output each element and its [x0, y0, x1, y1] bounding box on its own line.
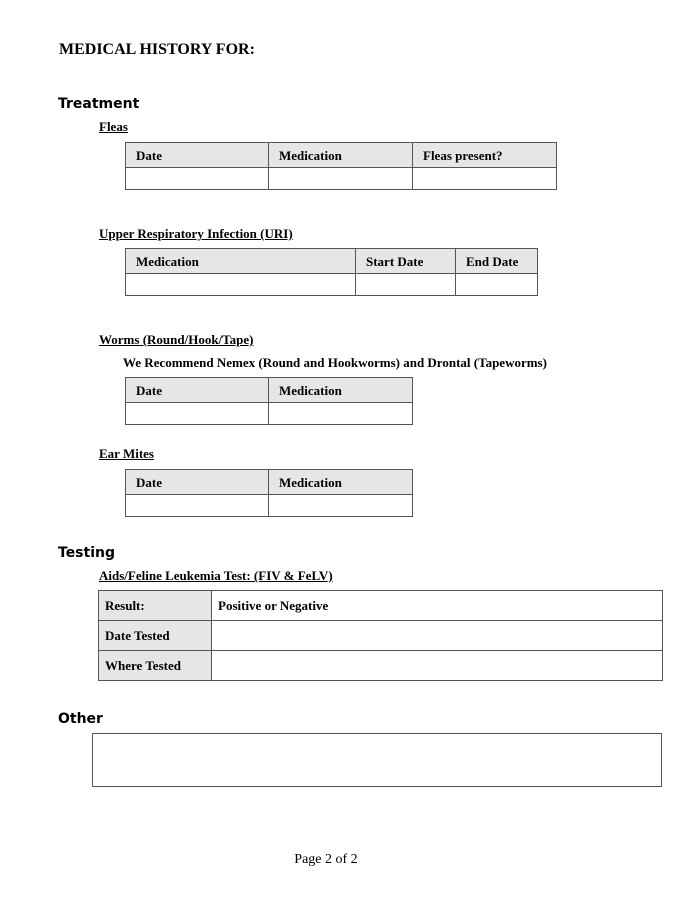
testing-date-value[interactable]: [212, 621, 663, 651]
worms-recommendation: We Recommend Nemex (Round and Hookworms) and Drontal (Tapeworms): [123, 355, 547, 370]
uri-entry-row[interactable]: [126, 274, 538, 296]
testing-result-value[interactable]: Positive or Negative: [212, 591, 663, 621]
uri-col-start-date: Start Date: [356, 249, 456, 274]
ear-mites-date-cell[interactable]: [126, 495, 269, 517]
uri-end-date-cell[interactable]: [456, 274, 538, 296]
treatment-heading: Treatment: [58, 96, 140, 112]
fleas-label: Fleas: [99, 119, 128, 134]
page-number: Page 2 of 2: [294, 852, 358, 867]
fleas-entry-row[interactable]: [126, 168, 557, 190]
worms-entry-row[interactable]: [126, 403, 413, 425]
ear-mites-entry-row[interactable]: [126, 495, 413, 517]
fleas-header-row: [126, 143, 557, 168]
fleas-col-date: Date: [126, 143, 269, 168]
fleas-table: [125, 142, 557, 190]
ear-mites-col-medication: Medication: [269, 470, 413, 495]
uri-table: [125, 248, 538, 296]
testing-heading: Testing: [58, 545, 115, 561]
uri-medication-cell[interactable]: [126, 274, 356, 296]
worms-date-cell[interactable]: [126, 403, 269, 425]
worms-col-medication: Medication: [269, 378, 413, 403]
fiv-felv-test-label: Aids/Feline Leukemia Test: (FIV & FeLV): [99, 568, 333, 583]
other-heading: Other: [58, 711, 103, 727]
ear-mites-medication-cell[interactable]: [269, 495, 413, 517]
testing-result-label: Result:: [99, 591, 212, 621]
worms-header-row: [126, 378, 413, 403]
testing-where-label: Where Tested: [99, 651, 212, 681]
fleas-present-cell[interactable]: [413, 168, 557, 190]
fleas-col-medication: Medication: [269, 143, 413, 168]
document-title: MEDICAL HISTORY FOR:: [59, 41, 255, 58]
other-notes-box[interactable]: [92, 733, 662, 787]
fleas-date-cell[interactable]: [126, 168, 269, 190]
ear-mites-header-row: [126, 470, 413, 495]
testing-row-result: [99, 591, 663, 621]
uri-col-end-date: End Date: [456, 249, 538, 274]
testing-where-value[interactable]: [212, 651, 663, 681]
uri-start-date-cell[interactable]: [356, 274, 456, 296]
ear-mites-col-date: Date: [126, 470, 269, 495]
uri-label: Upper Respiratory Infection (URI): [99, 226, 293, 241]
fleas-col-present: Fleas present?: [413, 143, 557, 168]
testing-date-label: Date Tested: [99, 621, 212, 651]
worms-col-date: Date: [126, 378, 269, 403]
worms-table: [125, 377, 413, 425]
fleas-medication-cell[interactable]: [269, 168, 413, 190]
ear-mites-table: [125, 469, 413, 517]
worms-label: Worms (Round/Hook/Tape): [99, 332, 254, 347]
uri-header-row: [126, 249, 538, 274]
uri-col-medication: Medication: [126, 249, 356, 274]
worms-medication-cell[interactable]: [269, 403, 413, 425]
ear-mites-label: Ear Mites: [99, 446, 154, 461]
testing-table: [98, 590, 663, 681]
testing-row-where: [99, 651, 663, 681]
testing-row-date: [99, 621, 663, 651]
